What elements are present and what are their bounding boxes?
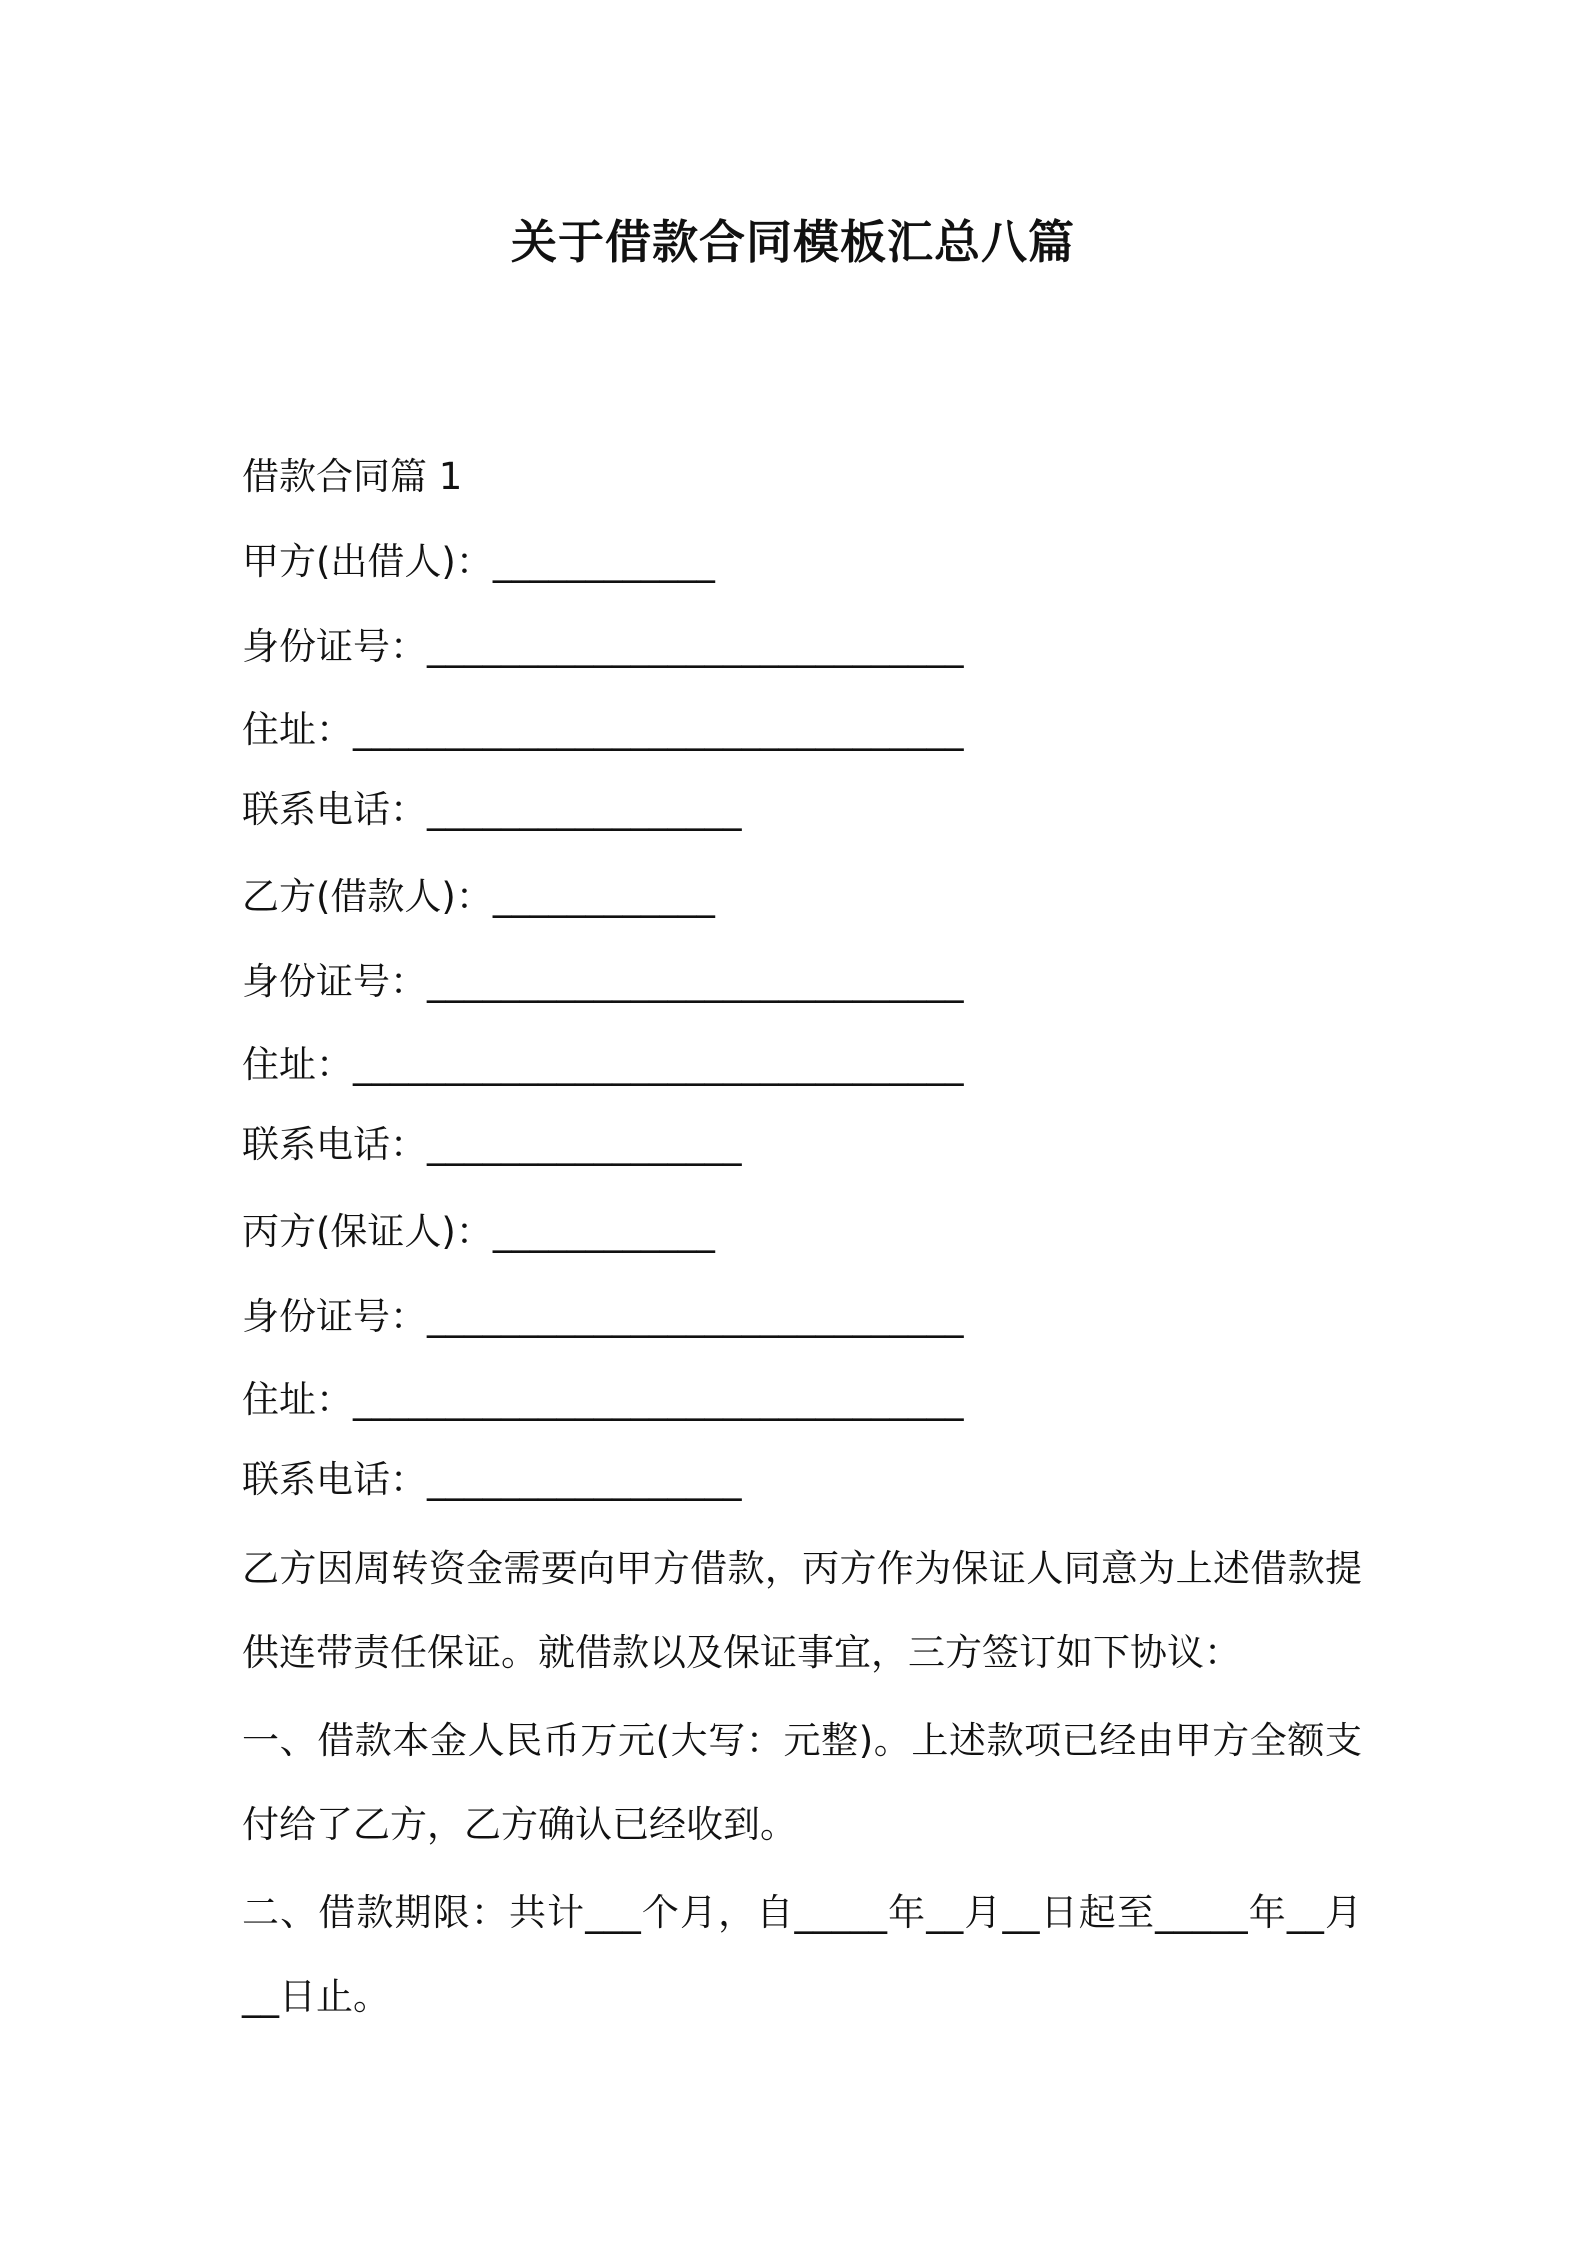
party-b-phone-field: 联系电话：_________________ — [242, 1123, 742, 1166]
party-a-id-field: 身份证号：_____________________________ — [242, 625, 964, 668]
clause-principal: 一、借款本金人民币万元(大写：元整)。上述款项已经由甲方全额支付给了乙方，乙方确认已经收到。 — [242, 1719, 1362, 1846]
party-c-id-field: 身份证号：_____________________________ — [242, 1295, 964, 1338]
intro-paragraph: 乙方因周转资金需要向甲方借款，丙方作为保证人同意为上述借款提供连带责任保证。就借款以及保证事宜，三方签订如下协议： — [242, 1547, 1362, 1674]
party-a-name-field: 甲方(出借人)：____________ — [242, 540, 715, 583]
section-heading: 借款合同篇 1 — [242, 455, 463, 498]
party-c-address-field: 住址：_________________________________ — [242, 1378, 964, 1421]
party-c-name-field: 丙方(保证人)：____________ — [242, 1210, 715, 1253]
document-title: 关于借款合同模板汇总八篇 — [511, 215, 1075, 269]
party-c-phone-field: 联系电话：_________________ — [242, 1458, 742, 1501]
party-a-phone-field: 联系电话：_________________ — [242, 788, 742, 831]
clause-term: 二、借款期限：共计___个月，自_____年__月__日起至_____年__月__日止。 — [242, 1891, 1362, 2018]
party-b-address-field: 住址：_________________________________ — [242, 1043, 964, 1086]
party-b-name-field: 乙方(借款人)：____________ — [242, 875, 715, 918]
party-a-address-field: 住址：_________________________________ — [242, 708, 964, 751]
party-b-id-field: 身份证号：_____________________________ — [242, 960, 964, 1003]
